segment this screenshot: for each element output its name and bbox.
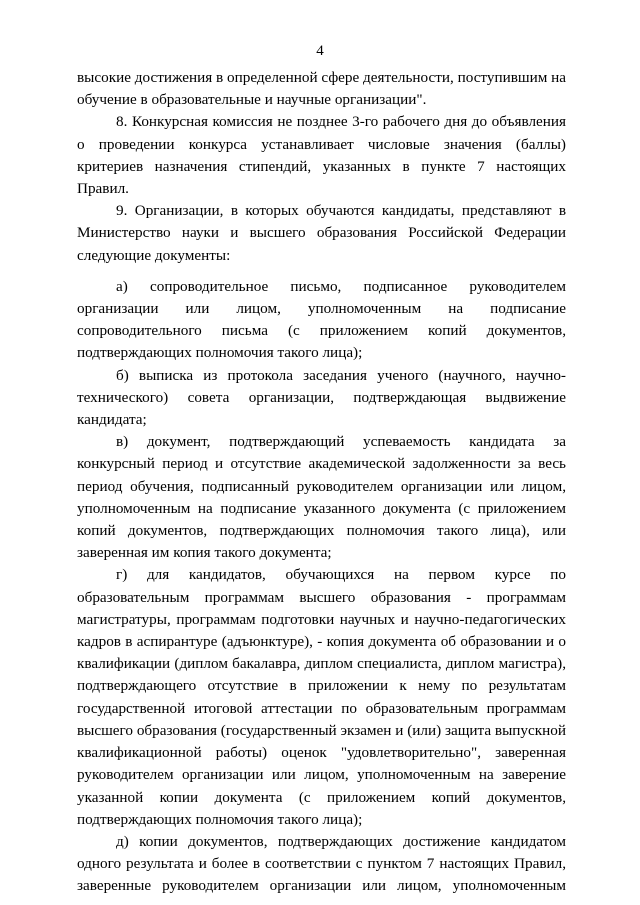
subitem-v: в) документ, подтверждающий успеваемость кандидата за конкурсный период и отсутствие академической задолженности за весь период обучения, подписанный руководителем организации или лицом, уполномоченным на подписание указанного документа (с приложением копий документов, подтверждающих полномочия такого лица), или заверенная им копия такого документа;: [77, 433, 566, 562]
subitem-d: д) копии документов, подтверждающих достижение кандидатом одного результата и более в соответствии с пунктом 7 настоящих Правил, заверенные руководителем организации или лицом, уполномоченным: [77, 832, 566, 895]
paragraph-item-8: 8. Конкурсная комиссия не позднее 3-го рабочего дня до объявления о проведении конкурса устанавливает числовые значения (баллы) критериев назначения стипендий, указанных в пункте 7 настоящих Правил.: [77, 113, 566, 198]
page-number: 4: [316, 43, 324, 59]
paragraph-continuation: высокие достижения в определенной сфере деятельности, поступившим на обучение в образовательные и научные организации".: [77, 69, 566, 109]
document-body: [77, 67, 566, 898]
subitem-b: б) выписка из протокола заседания ученого (научного, научно-технического) совета организации, подтверждающая выдвижение кандидата;: [77, 366, 566, 429]
subitem-g: г) для кандидатов, обучающихся на первом курсе по образовательным программам высшего образования - программам магистратуры, программам подготовки научных и научно-педагогических кадров в аспирантуре (адъюнктуре), - копия документа об образовании и о квалификации (диплом бакалавра, диплом специалиста, диплом магистра), подтверждающего отсутствие в приложении к нему по результатам государственной итоговой аттестации по образовательным программам высшего образования (государственный экзамен и (или) защита выпускной квалификационной работы) оценок "удовлетворительно", заверенная руководителем организации или лицом, уполномоченным на заверение указанной копии документа (с приложением копий документов, подтверждающих полномочия такого лица);: [77, 566, 566, 828]
subitem-a: а) сопроводительное письмо, подписанное руководителем организации или лицом, уполномоченным на подписание сопроводительного письма (с приложением копий документов, подтверждающих полномочия такого лица);: [77, 277, 566, 362]
paragraph-item-9: 9. Организации, в которых обучаются кандидаты, представляют в Министерство науки и высшего образования Российской Федерации следующие документы:: [77, 202, 566, 264]
